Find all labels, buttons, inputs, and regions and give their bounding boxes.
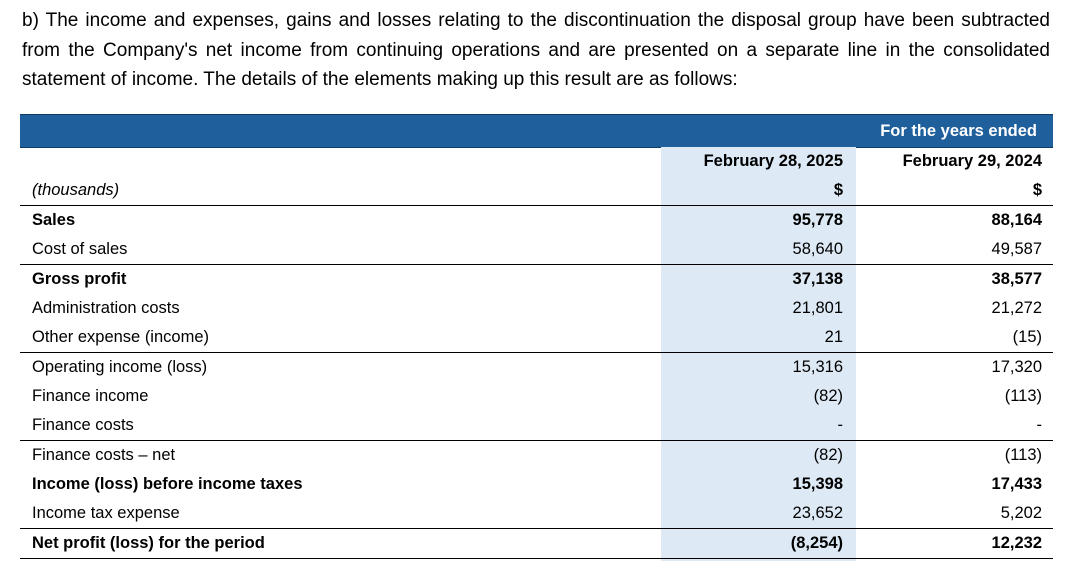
table-row — [20, 206, 1053, 236]
table-row — [20, 470, 1053, 499]
row-value-2025: (82) — [660, 441, 855, 471]
row-value-2024: 38,577 — [855, 265, 1053, 295]
table-row — [20, 294, 1053, 323]
table-row — [20, 265, 1053, 295]
col2-header: February 29, 2024 — [902, 152, 1042, 170]
table-row — [20, 353, 1053, 383]
years-ended-banner — [20, 114, 1053, 148]
table-row — [20, 441, 1053, 471]
row-label: Finance income — [32, 387, 149, 405]
row-label: Operating income (loss) — [20, 353, 660, 383]
row-label: Sales — [20, 206, 660, 236]
col1-currency: $ — [833, 181, 843, 199]
row-value-2025: 21,801 — [792, 299, 843, 317]
table-header-row — [20, 147, 1053, 176]
row-label: Income tax expense — [32, 504, 180, 522]
row-value-2024: - — [1036, 416, 1042, 434]
row-label: Income (loss) before income taxes — [32, 475, 303, 493]
row-value-2024: 17,433 — [991, 475, 1042, 493]
row-value-2024: 12,232 — [855, 529, 1053, 559]
row-value-2024: (113) — [855, 441, 1053, 471]
row-label: Other expense (income) — [32, 328, 209, 346]
row-value-2024: 5,202 — [1000, 504, 1042, 522]
row-value-2025: 58,640 — [792, 240, 843, 258]
row-value-2025: - — [837, 416, 843, 434]
row-value-2025: (8,254) — [660, 529, 855, 559]
row-value-2025: 95,778 — [660, 206, 855, 236]
discontinued-operations-table — [20, 147, 1053, 559]
row-label: Administration costs — [32, 299, 180, 317]
row-label: Cost of sales — [32, 240, 128, 258]
row-label: Gross profit — [20, 265, 660, 295]
row-value-2024: 88,164 — [855, 206, 1053, 236]
row-value-2025: 15,316 — [660, 353, 855, 383]
row-value-2024: (15) — [1012, 328, 1042, 346]
table-row — [20, 529, 1053, 559]
row-value-2024: 21,272 — [991, 299, 1042, 317]
table-row — [20, 323, 1053, 353]
row-value-2025: 15,398 — [792, 475, 843, 493]
row-label: Finance costs – net — [20, 441, 660, 471]
row-value-2025: 21 — [824, 328, 843, 346]
row-value-2024: 49,587 — [991, 240, 1042, 258]
table-row — [20, 411, 1053, 441]
intro-paragraph: b) The income and expenses, gains and losses relating to the discontinuation the disposal group have been subtracted from the Company's net income from continuing operations and are presented on a separate line in the consolidated statement of income. The details of the elements making up this result are as follows: — [22, 10, 1050, 90]
row-value-2025: 37,138 — [660, 265, 855, 295]
header-empty-cell — [20, 147, 660, 176]
row-label: Finance costs — [32, 416, 134, 434]
row-label: Net profit (loss) for the period — [20, 529, 660, 559]
banner-label: For the years ended — [880, 122, 1037, 140]
units-row — [20, 176, 1053, 206]
row-value-2025: (82) — [813, 387, 843, 405]
table-row — [20, 235, 1053, 265]
col1-header: February 28, 2025 — [703, 152, 843, 170]
table-row — [20, 382, 1053, 411]
col2-currency: $ — [1032, 181, 1042, 199]
row-value-2024: (113) — [1004, 387, 1042, 405]
row-value-2025: 23,652 — [792, 504, 843, 522]
units-label: (thousands) — [32, 181, 120, 199]
row-value-2024: 17,320 — [855, 353, 1053, 383]
table-row — [20, 499, 1053, 529]
